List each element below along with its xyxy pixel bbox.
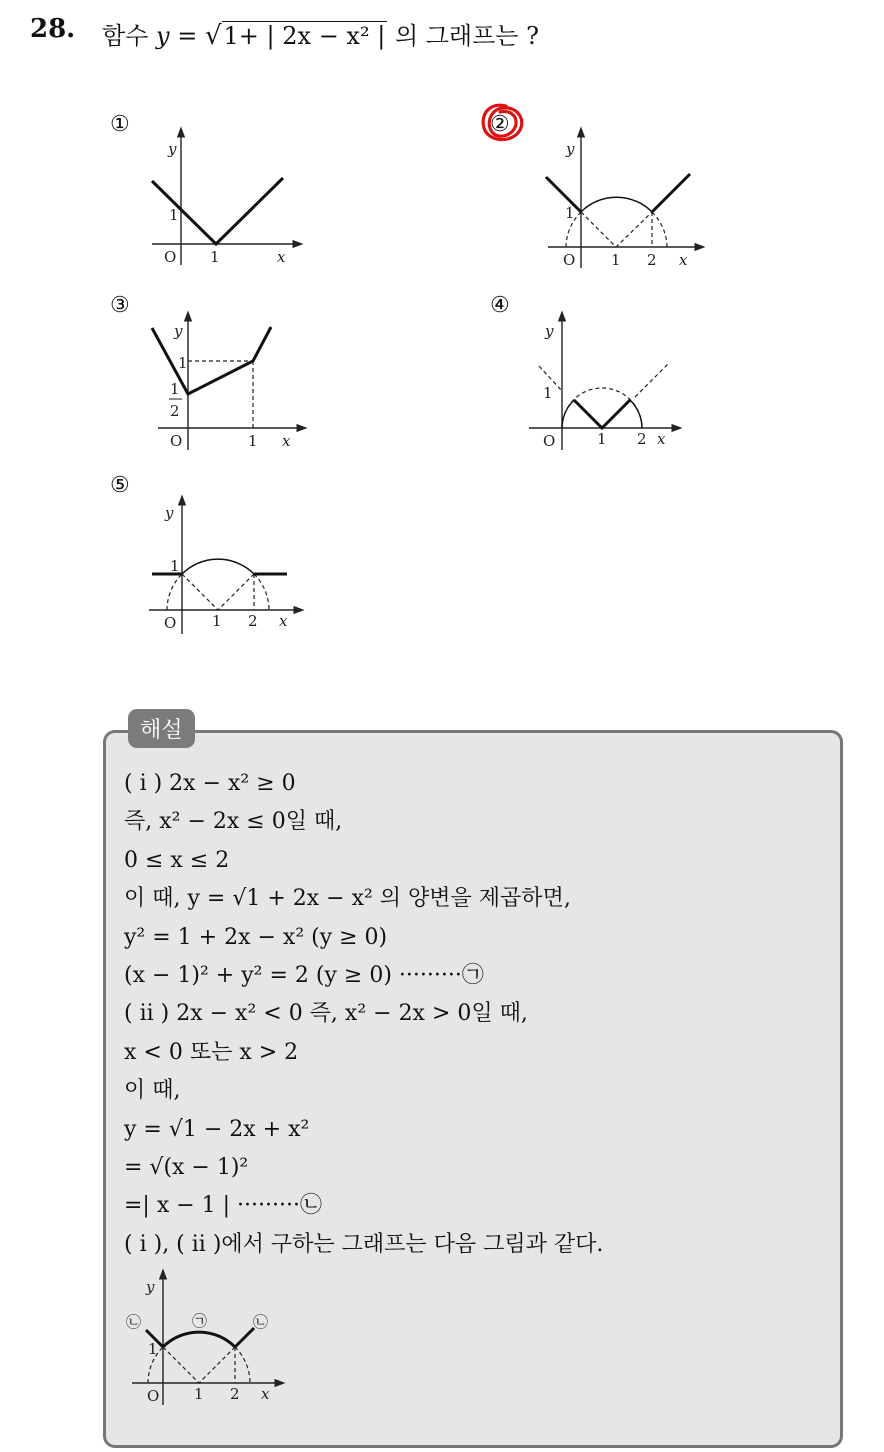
option-label-1[interactable]: ① [110,112,130,137]
tick-label: 1 [169,206,179,224]
tick-label: 2 [637,430,647,448]
question-number: 28. [30,14,76,44]
tick-label: 1 [170,557,180,575]
graph-line-right [652,174,690,212]
solution-line: ( i ), ( ii )에서 구하는 그래프는 다음 그림과 같다. [124,1231,604,1257]
origin-label: O [543,432,556,450]
solution-line: x < 0 또는 x > 2 [124,1039,299,1065]
x-label: x [282,432,291,450]
option-label-3[interactable]: ③ [110,293,130,318]
solution-line: 이 때, [124,1078,181,1104]
graph-option-2 [540,128,710,273]
equation-lhs: y = [156,22,198,50]
tick-label: 1 [565,204,575,222]
solution-line: ( i ) 2x − x² ≥ 0 [124,771,296,796]
label-circled-2: ㉡ [126,1313,142,1331]
origin-label: O [563,251,576,269]
origin-label: O [170,432,183,450]
solution-line: y = √1 − 2x + x² [124,1116,310,1142]
solution-line: (x − 1)² + y² = 2 (y ≥ 0) ·········㉠ [124,962,484,988]
y-label: y [146,1278,155,1296]
solution-line: ( ii ) 2x − x² < 0 즉, x² − 2x > 0일 때, [124,1001,528,1027]
option-label-2[interactable]: ② [490,112,510,137]
dashed-abs [163,1347,235,1383]
tick-label: 1 [148,1340,158,1358]
fraction-numerator: 1 [170,380,180,398]
solution-line: =| x − 1 | ·········㉡ [124,1193,323,1219]
dashed-arc-right [652,212,667,247]
y-label: y [165,504,174,522]
dashed-arc-right [254,574,269,610]
graph-option-1 [140,130,310,270]
origin-label: O [147,1387,160,1405]
question-prefix: 함수 [102,22,149,50]
option-label-5[interactable]: ⑤ [110,473,130,498]
graph-line-right [235,1328,254,1347]
x-label: x [261,1385,270,1403]
solution-line: 0 ≤ x ≤ 2 [124,847,230,873]
tick-label: 1 [543,384,553,402]
tick-label: 2 [647,251,657,269]
solution-tag: 해설 [128,709,195,748]
tick-label: 1 [194,1385,204,1403]
dashed-arc [562,388,642,428]
tick-label: 1 [178,354,188,372]
question-text [102,16,539,51]
x-label: x [279,612,288,630]
y-label: y [545,322,554,340]
graph-arc-left [562,400,574,428]
solution-lines [124,766,603,1265]
y-label: y [168,140,177,158]
tick-label: 1 [210,248,220,266]
option-label-4[interactable]: ④ [490,293,510,318]
dashed-line-right [635,364,668,397]
tick-label: 2 [230,1385,240,1403]
solution-line: y² = 1 + 2x − x² (y ≥ 0) [124,924,388,950]
graph-arc-right [630,400,642,428]
solution-graph [120,1270,295,1415]
x-label: x [679,251,688,269]
solution-line: = √(x − 1)² [124,1154,249,1180]
graph-arc [182,559,254,574]
dashed-abs [182,574,254,610]
fraction-denominator: 2 [170,402,180,420]
y-label: y [566,140,575,158]
tick-label: 1 [248,432,258,450]
y-label: y [174,322,183,340]
graph-arc [581,197,652,212]
dashed-arc-left [167,574,182,610]
solution-line: 즉, x² − 2x ≤ 0일 때, [124,809,343,835]
sqrt-sign: √ [204,21,222,51]
graph-line-left [546,177,581,212]
tick-label: 1 [597,430,607,448]
tick-label: 1 [611,251,621,269]
x-label: x [277,248,286,266]
label-circled-1: ㉠ [192,1312,208,1330]
tick-label: 2 [248,612,258,630]
solution-line: 이 때, y = √1 + 2x − x² 의 양변을 제곱하면, [124,886,571,912]
question-suffix: 의 그래프는 ? [394,22,539,50]
origin-label: O [164,248,177,266]
x-label: x [657,430,666,448]
graph-arc [163,1332,235,1347]
radicand: 1+ | 2x − x² | [223,22,386,50]
dashed-abs [581,212,652,247]
graph-option-4 [525,312,695,452]
dashed-arc-right [235,1347,250,1383]
origin-label: O [164,614,177,632]
graph-option-5 [145,494,315,639]
graph-curve [574,400,630,428]
label-circled-2: ㉡ [253,1313,269,1331]
tick-label: 1 [212,612,222,630]
graph-option-3 [140,312,310,452]
answer-circle-mark [476,98,528,148]
